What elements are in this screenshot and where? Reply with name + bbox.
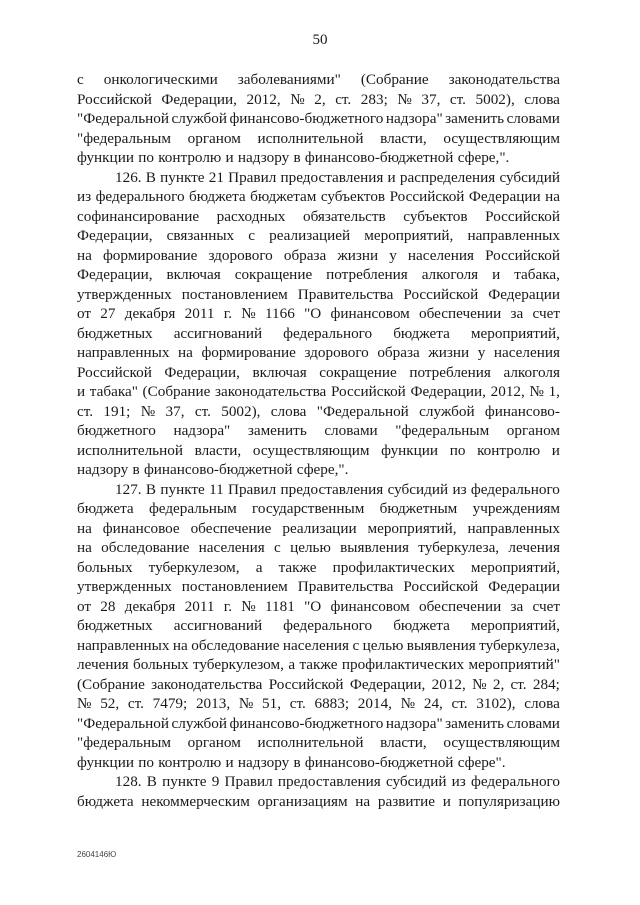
text-line: функции по контролю и надзору в финансово-бюджетной сфере,".: [77, 149, 510, 166]
text-line: № 52, ст. 7479; 2013, № 51, ст. 6883; 2014, № 24, ст. 3102), слова: [77, 695, 560, 712]
text-line: Федерации, связанных с реализацией мероприятий, направленных: [77, 227, 560, 244]
text-line: Федерации, включая сокращение потребления алкоголя и табака,: [77, 266, 560, 283]
text-line: исполнительной власти, осуществляющим функции по контролю и: [77, 441, 560, 459]
text-line: на обследование населения с целью выявления туберкулеза, лечения: [77, 539, 560, 556]
text-line: функции по контролю и надзору в финансово-бюджетной сфере".: [77, 753, 506, 771]
text-line: бюджетного надзора" заменить словами "федеральным органом: [77, 422, 560, 439]
text-line: на формирование здорового образа жизни у населения Российской: [77, 246, 560, 264]
text-line: от 28 декабря 2011 г. № 1181 "О финансовом обеспечении за счет: [77, 597, 560, 615]
text-line: больных туберкулезом, а также профилактических мероприятий,: [77, 558, 560, 576]
text-line: бюджета федеральным государственным бюджетным учреждениям: [77, 500, 560, 517]
text-line: 126. В пункте 21 Правил предоставления и распределения субсидий: [115, 168, 560, 186]
text-line: из федерального бюджета бюджетам субъектов Российской Федерации на: [77, 188, 560, 205]
text-line: бюджетных ассигнований федерального бюджета мероприятий,: [77, 324, 560, 342]
document-body: [77, 70, 560, 811]
text-line: утвержденных постановлением Правительства Российской Федерации: [77, 285, 560, 303]
page-number: 50: [312, 32, 328, 48]
text-line: утвержденных постановлением Правительства Российской Федерации: [77, 578, 560, 595]
text-line: Российской Федерации, включая сокращение потребления алкоголя: [77, 363, 560, 381]
text-line: лечения больных туберкулезом, а также профилактических мероприятий": [77, 656, 560, 673]
text-line: и табака" (Собрание законодательства Российской Федерации, 2012, № 1,: [77, 383, 560, 400]
text-line: (Собрание законодательства Российской Федерации, 2012, № 2, ст. 284;: [77, 675, 560, 693]
text-line: бюджетных ассигнований федерального бюджета мероприятий,: [77, 617, 560, 634]
text-line: софинансирование расходных обязательств субъектов Российской: [77, 207, 560, 225]
text-line: надзору в финансово-бюджетной сфере,".: [77, 461, 349, 478]
text-line: Российской Федерации, 2012, № 2, ст. 283; № 37, ст. 5002), слова: [77, 90, 560, 108]
text-line: ст. 191; № 37, ст. 5002), слова "Федеральной службой финансово-: [77, 402, 560, 420]
text-line: направленных на формирование здорового образа жизни у населения: [77, 344, 560, 361]
text-line: направленных на обследование населения с целью выявления туберкулеза,: [77, 636, 560, 654]
text-line: "Федеральной службой финансово-бюджетного надзора" заменить словами: [77, 714, 560, 732]
text-line: "федеральным органом исполнительной власти, осуществляющим: [77, 734, 560, 751]
text-line: "федеральным органом исполнительной власти, осуществляющим: [77, 129, 560, 147]
text-line: 128. В пункте 9 Правил предоставления субсидий из федерального: [115, 773, 560, 790]
text-line: с онкологическими заболеваниями" (Собрание законодательства: [77, 71, 560, 88]
text-line: на финансовое обеспечение реализации мероприятий, направленных: [77, 519, 560, 537]
footer-document-code: 2604146Ю: [77, 850, 117, 859]
text-line: "Федеральной службой финансово-бюджетного надзора" заменить словами: [77, 110, 560, 127]
text-line: 127. В пункте 11 Правил предоставления субсидий из федерального: [115, 480, 560, 498]
text-line: от 27 декабря 2011 г. № 1166 "О финансовом обеспечении за счет: [77, 305, 560, 322]
text-line: бюджета некоммерческим организациям на развитие и популяризацию: [77, 792, 560, 810]
